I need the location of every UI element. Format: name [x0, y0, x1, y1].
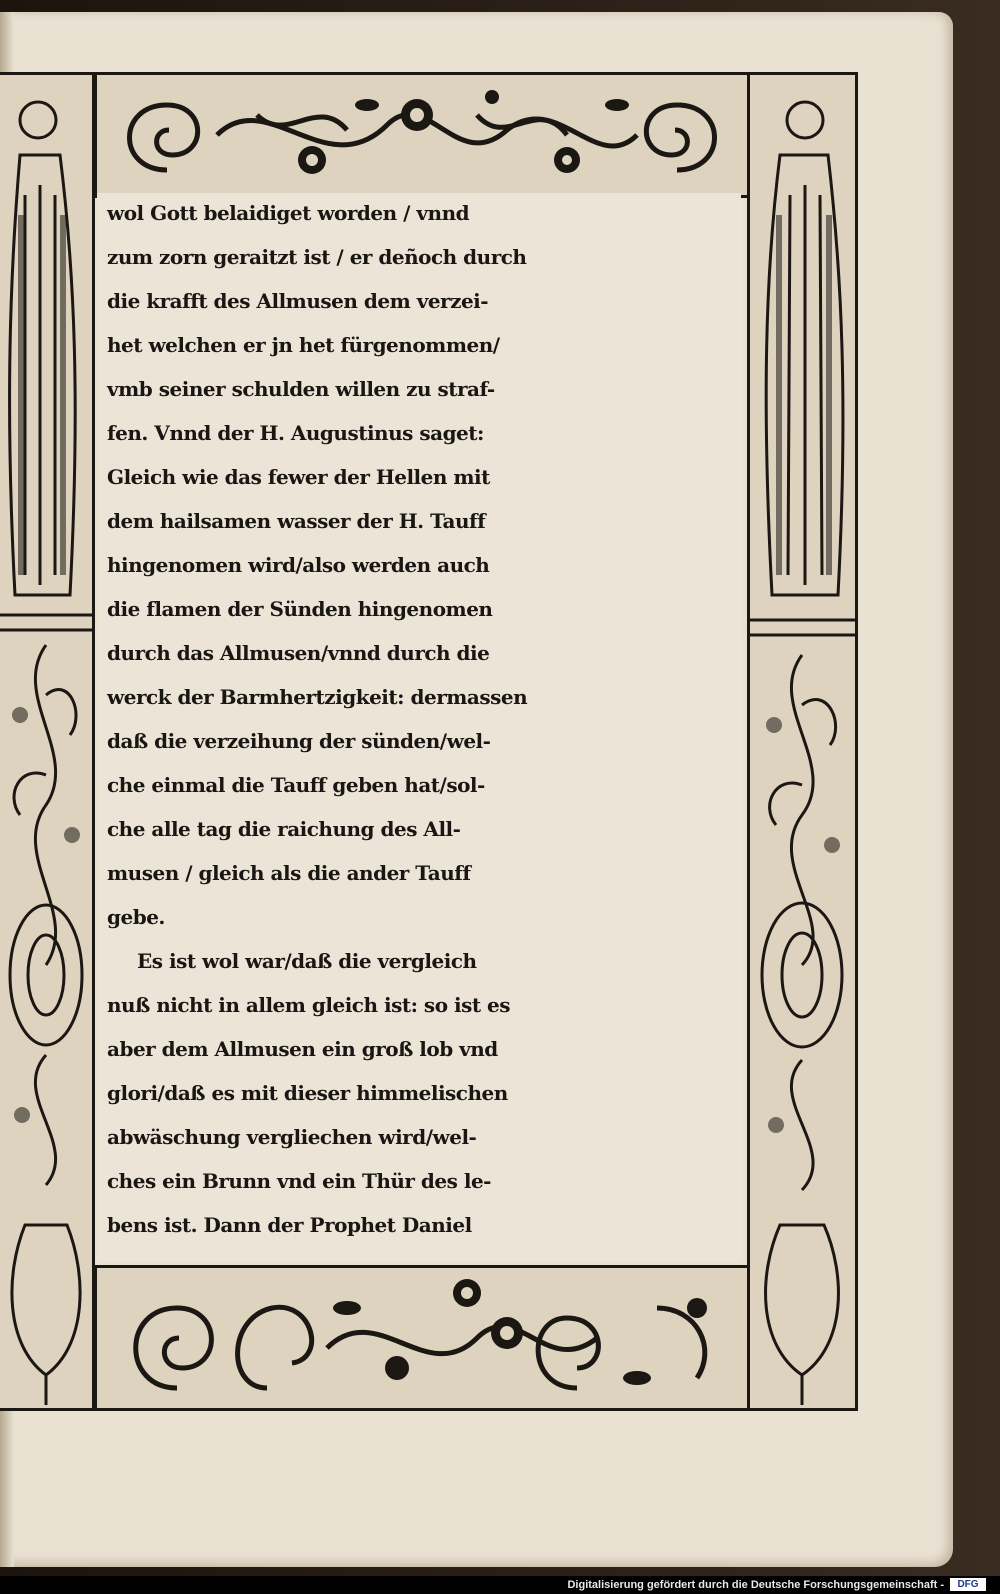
text-line: bens ist. Dann der Prophet Daniel — [107, 1213, 472, 1237]
paragraph-first-line: Es ist wol war/daß die vergleich — [137, 949, 477, 973]
text-line: daß die verzeihung der sünden/wel- — [107, 729, 491, 753]
text-line: abwäschung vergliechen wird/wel- — [107, 1125, 477, 1149]
woodcut-bottom-border — [94, 1265, 750, 1411]
text-line: hingenomen wird/also werden auch — [107, 553, 490, 577]
footer-credit: Digitalisierung gefördert durch die Deutsche Forschungsgemeinschaft - — [567, 1579, 944, 1591]
text-line: het welchen er jn het fürgenommen/ — [107, 333, 500, 357]
text-line: zum zorn geraitzt ist / er deñoch durch — [107, 245, 527, 269]
text-line: musen / gleich als die ander Tauff — [107, 861, 471, 885]
text-line: aber dem Allmusen ein groß lob vnd — [107, 1037, 498, 1061]
text-line: che alle tag die raichung des All- — [107, 817, 461, 841]
text-line: die krafft des Allmusen dem verzei- — [107, 289, 489, 313]
text-line: nuß nicht in allem gleich ist: so ist es — [107, 993, 511, 1017]
text-line: dem hailsamen wasser der H. Tauff — [107, 509, 486, 533]
text-line: Gleich wie das fewer der Hellen mit — [107, 465, 490, 489]
text-line: durch das Allmusen/vnnd durch die — [107, 641, 490, 665]
text-line: vmb seiner schulden willen zu straf- — [107, 377, 495, 401]
dfg-logo: DFG — [950, 1578, 986, 1591]
text-line: glori/daß es mit dieser himmelischen — [107, 1081, 508, 1105]
text-line: werck der Barmhertzigkeit: dermassen — [107, 685, 528, 709]
text-line: ches ein Brunn vnd ein Thür des le- — [107, 1169, 491, 1193]
text-line: die flamen der Sünden hingenomen — [107, 597, 493, 621]
text-line: che einmal die Tauff geben hat/sol- — [107, 773, 485, 797]
woodcut-right-column — [747, 72, 858, 1411]
text-line: gebe. — [107, 905, 165, 929]
woodcut-top-border — [94, 72, 750, 198]
text-line: wol Gott belaidiget worden / vnnd — [107, 201, 470, 225]
text-line: fen. Vnnd der H. Augustinus saget: — [107, 421, 484, 445]
text-block — [97, 193, 741, 1262]
woodcut-left-column — [0, 72, 95, 1411]
